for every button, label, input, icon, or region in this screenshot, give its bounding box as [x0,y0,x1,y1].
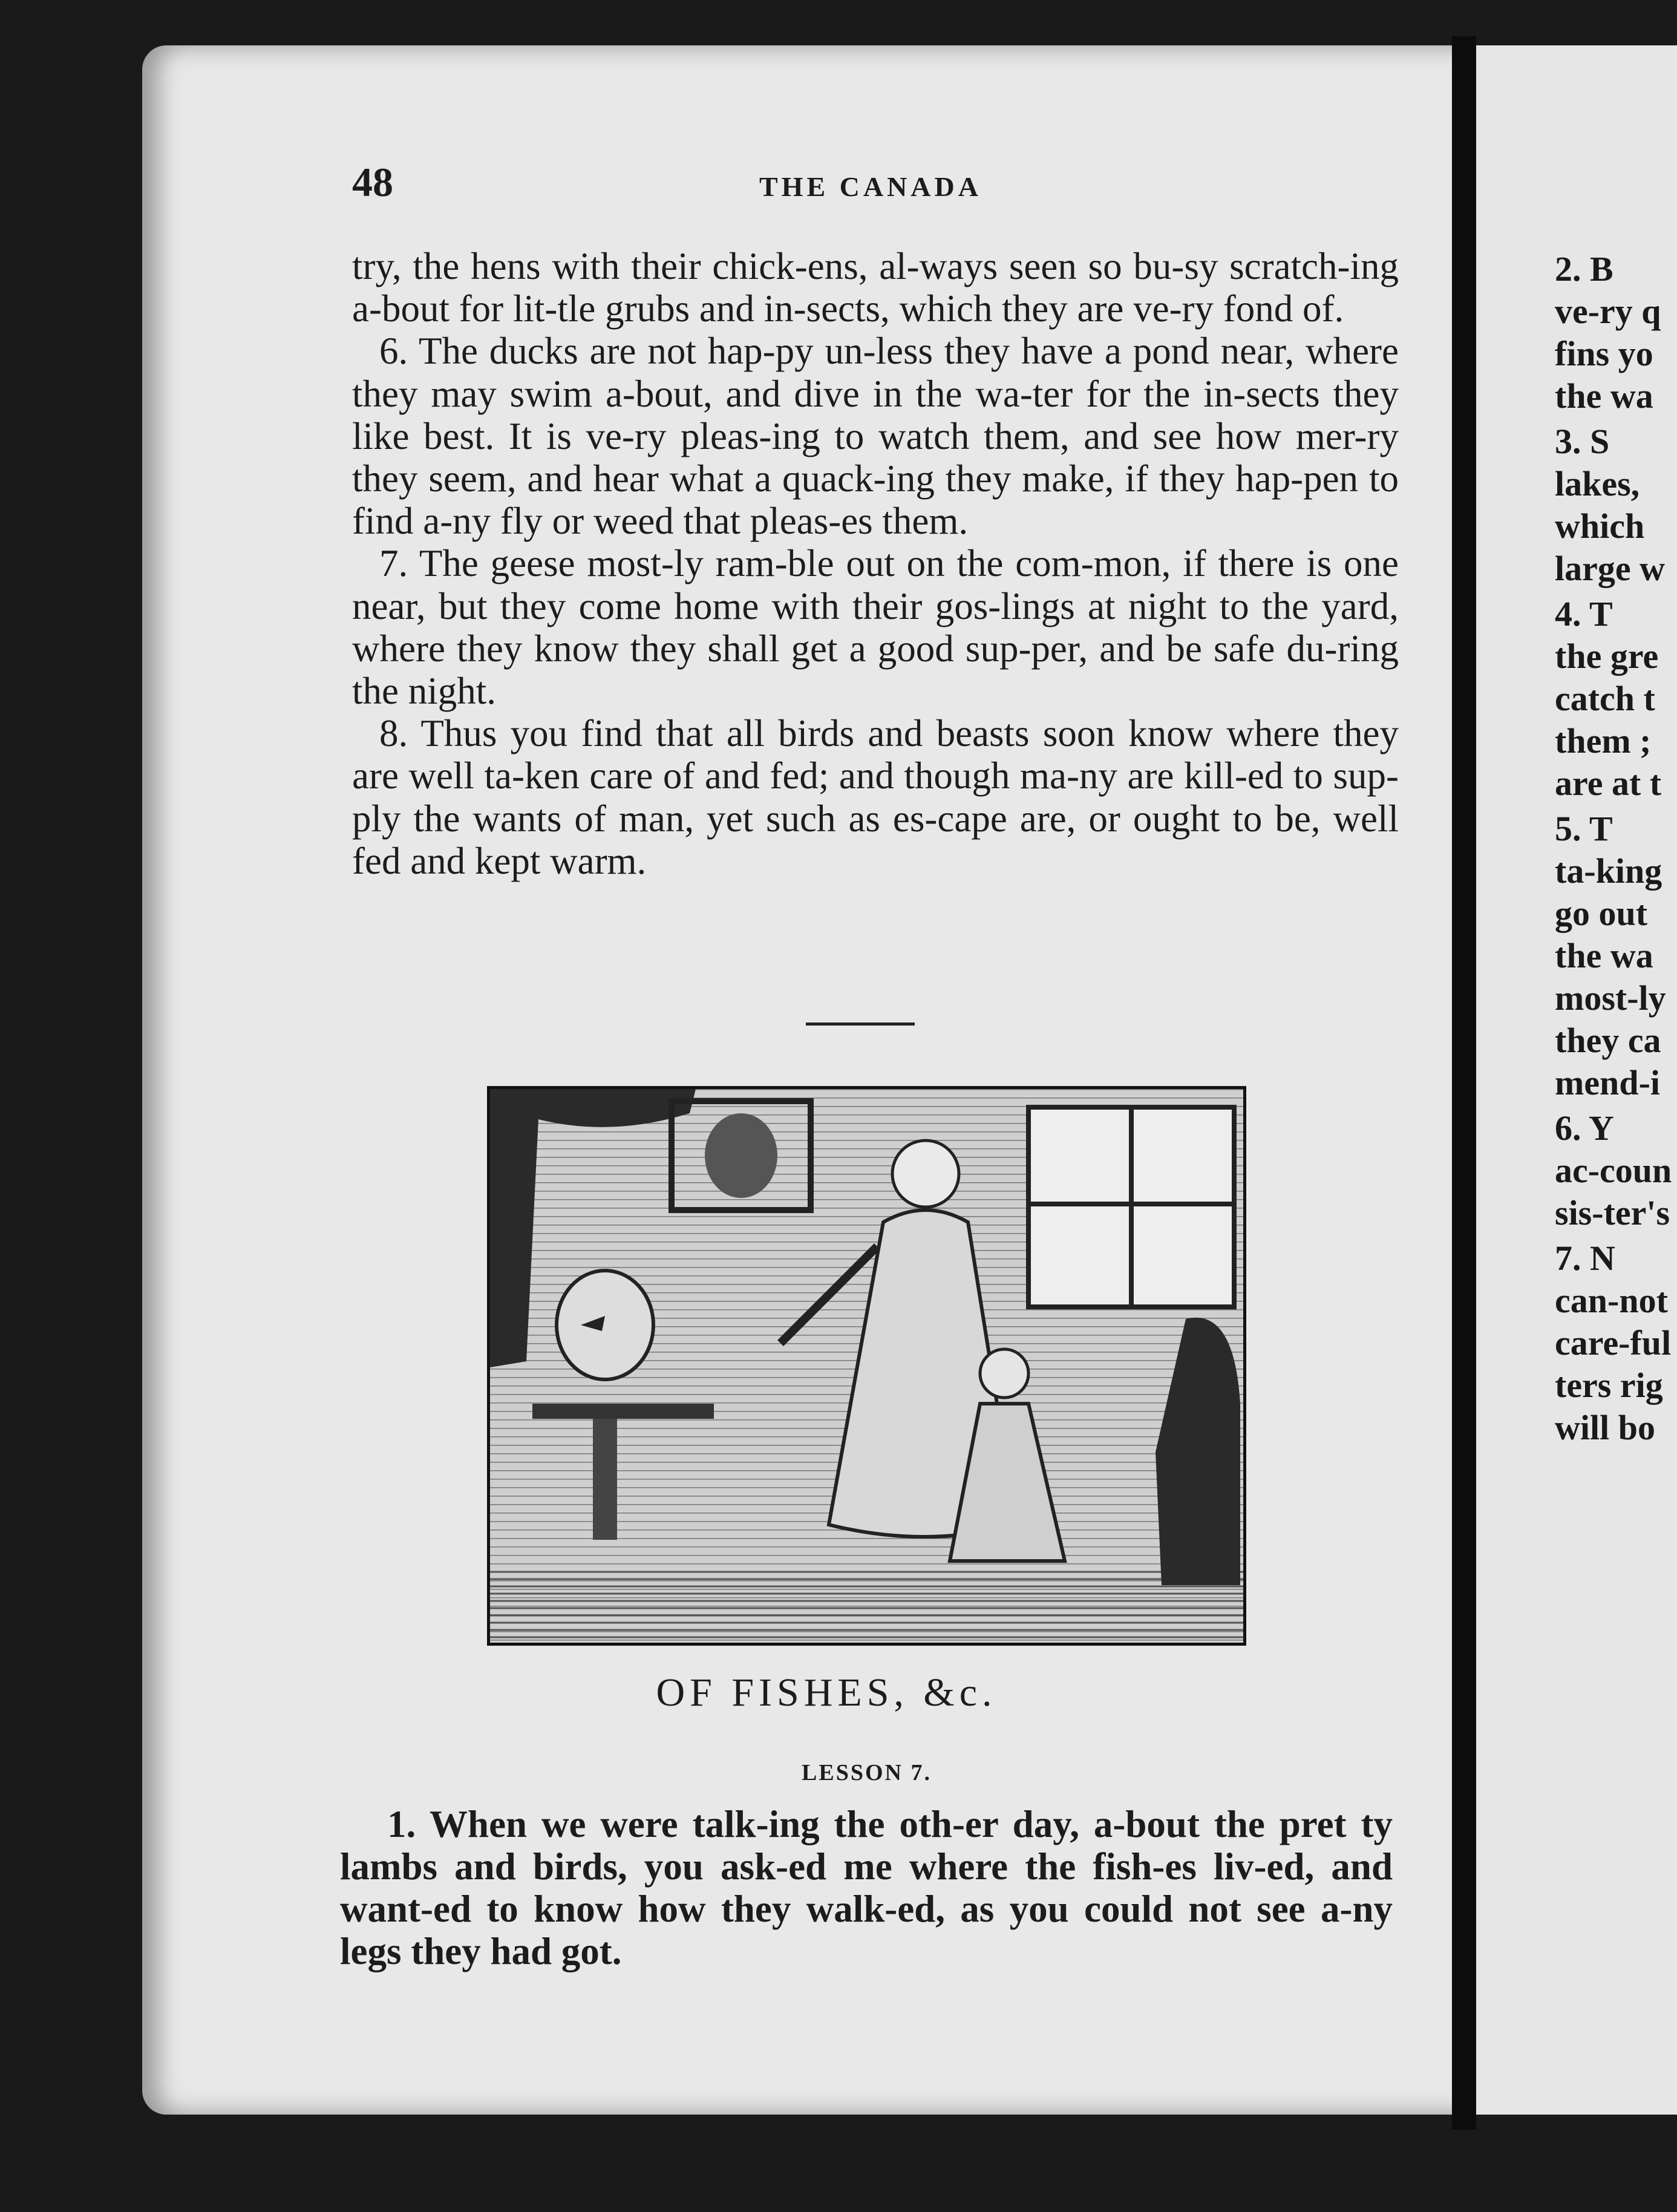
facing-page-line: which [1555,506,1645,546]
facing-page-line: ta-king [1555,851,1662,891]
facing-page-line: 4. T [1555,594,1613,633]
book-spine [1452,36,1476,2130]
facing-page-line: can-not [1555,1281,1668,1320]
paragraph-7: 7. The geese most-ly ram-ble out on the com-mon, if there is one near, but they come home with their gos-lings at night to the yard, where they know they shall get a good sup-per, and be safe du-ring the night. [352,542,1399,713]
facing-page-line: care-ful [1555,1323,1672,1363]
facing-page-line: 5. T [1555,809,1613,848]
running-head: THE CANADA [759,171,982,202]
facing-page-line: fins yo [1555,334,1653,373]
facing-page-line: go out [1555,894,1648,933]
facing-page-line: will bo [1555,1408,1655,1447]
facing-page-line: 6. Y [1555,1108,1614,1148]
paragraph-8: 8. Thus you find that all birds and beasts soon know where they are well ta-ken care of and fed; and though ma-ny are kill-ed to sup-ply the wants of man, yet such as es-cape are, or ought to be, well fed and kept warm. [352,712,1399,882]
facing-page-line: sis-ter's [1555,1193,1670,1232]
facing-page-line: large w [1555,549,1665,588]
facing-page-line: most-ly [1555,978,1666,1018]
facing-page-line: ters rig [1555,1366,1663,1405]
facing-page-line: are at t [1555,764,1662,803]
facing-page-line: lakes, [1555,464,1640,503]
lesson-label: LESSON 7. [802,1760,932,1785]
facing-page [1476,45,1677,2115]
facing-page-line: 2. B [1555,249,1613,289]
paragraph-6: 6. The ducks are not hap-py un-less they have a pond near, where they may swim a-bout, and dive in the wa-ter for the in-sects they like best. It is ve-ry pleas-ing to watch them, and see how mer-ry they seem, and hear what a quack-ing they make, if they hap-pen to find a-ny fly or weed that pleas-es them. [352,330,1399,543]
woodcut-illustration [487,1086,1246,1646]
section-title: OF FISHES, &c. [656,1670,997,1715]
paragraph-continued: try, the hens with their chick-ens, al-ways seen so bu-sy scratch-ing a-bout for lit-tle grubs and in-sects, which they are ve-ry fond of. [352,245,1399,330]
facing-page-line: catch t [1555,679,1655,718]
section-divider [806,1023,915,1026]
facing-page-line: 7. N [1555,1239,1615,1278]
facing-page-line: them ; [1555,721,1652,761]
facing-page-line: the gre [1555,636,1659,676]
lesson-paragraph-1: 1. When we were talk-ing the oth-er day, a-bout the pret ty lambs and birds, you ask-ed me where the fish-es liv-ed, and want-ed to know how they walk-ed, as you could not see a-ny legs they had got. [340,1803,1393,1972]
facing-page-line: the wa [1555,936,1653,975]
facing-page-line: ve-ry q [1555,292,1661,331]
facing-page-line: they ca [1555,1021,1661,1060]
facing-page-line: 3. S [1555,422,1610,461]
facing-page-line: the wa [1555,376,1653,416]
body-text [352,245,1399,882]
page-number: 48 [352,159,393,205]
lesson-text [340,1803,1393,1972]
facing-page-line: ac-coun [1555,1151,1672,1190]
facing-page-line: mend-i [1555,1063,1660,1102]
